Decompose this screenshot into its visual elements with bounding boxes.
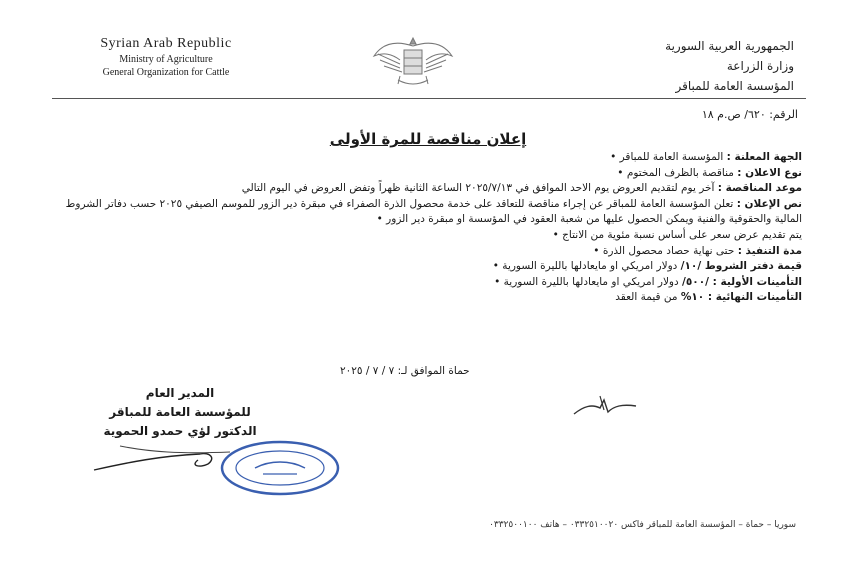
entry bbox=[52, 197, 802, 228]
announcement-body bbox=[52, 150, 802, 306]
entry-text: دولار امريكي او مايعادلها بالليرة السورية • bbox=[492, 260, 678, 273]
entry-label: قيمة دفتر الشروط /١٠/ bbox=[680, 260, 802, 273]
header-english bbox=[46, 36, 286, 78]
entry bbox=[52, 181, 802, 197]
entry-text: المؤسسة العامة للمباقر • bbox=[610, 151, 724, 163]
entry bbox=[52, 166, 802, 182]
entry-text: مناقصة بالظرف المختوم • bbox=[617, 166, 734, 179]
header-divider bbox=[52, 98, 806, 99]
header-en-line: General Organization for Cattle bbox=[102, 67, 230, 78]
entry-label: الجهة المعلنة : bbox=[726, 151, 802, 163]
entry bbox=[52, 150, 802, 166]
initials-signature-icon bbox=[570, 392, 640, 422]
header-en-line: Ministry of Agriculture bbox=[119, 54, 213, 65]
entry-text: آخر يوم لتقديم العروض يوم الاحد الموافق في ٢٠٢٥/٧/١٣ الساعة الثانية ظهراً وتفض العروض في اليوم التالي bbox=[241, 182, 715, 195]
reference-number: الرقم: ٦٢٠/ ص.م ١٨ bbox=[701, 108, 798, 121]
header-ar-line: الجمهورية العربية السورية bbox=[665, 39, 794, 53]
entry-text: تعلن المؤسسة العامة للمباقر عن إجراء مناقصة للتعاقد على خدمة محصول الذرة الصفراء في مبقرة دير الزور للموسم الصيفي ٢٠٢٥ حسب دفاتر الشروط المالية والحقوقية والفنية ويمكن الحصول عليها من شعبة العقود في المؤسسة او مبقرة دير الزور • bbox=[65, 197, 802, 226]
entry-label: نص الإعلان : bbox=[736, 197, 802, 210]
header-en-line: Syrian Arab Republic bbox=[100, 36, 232, 51]
document-title: إعلان مناقصة للمرة الأولى bbox=[329, 130, 527, 148]
entry bbox=[52, 228, 802, 244]
header-ar-line: المؤسسة العامة للمباقر bbox=[675, 79, 794, 93]
header-ar-line: وزارة الزراعة bbox=[726, 59, 794, 73]
entry-label: التأمينات الأولية : /٥٠٠/ bbox=[682, 275, 802, 288]
entry-label: مدة التنفيذ : bbox=[737, 244, 802, 257]
entry-text: من قيمة العقد bbox=[615, 291, 678, 304]
entry-text: يتم تقديم عرض سعر على أساس نسبة مئوية من الانتاج • bbox=[552, 228, 802, 241]
entry-label: موعد المناقصة : bbox=[717, 182, 802, 195]
entry-label: التأمينات النهائية : ١٠% bbox=[680, 291, 802, 304]
entry bbox=[52, 275, 802, 291]
entry-text: حتى نهاية حصاد محصول الذرة • bbox=[593, 244, 735, 257]
official-stamp-icon bbox=[215, 438, 345, 498]
signature-block bbox=[60, 384, 300, 441]
entry bbox=[52, 244, 802, 260]
entry-label: نوع الاعلان : bbox=[737, 166, 802, 179]
entry-text: دولار امريكي او مايعادلها بالليرة السورية • bbox=[494, 275, 679, 288]
signature-line: المدير العام bbox=[145, 386, 215, 400]
signature-line: الدكتور لؤي حمدو الحموية bbox=[103, 424, 257, 438]
header-arabic bbox=[584, 36, 794, 96]
issue-date: حماة الموافق لـ: ٧ / ٧ / ٢٠٢٥ bbox=[340, 365, 470, 377]
entry bbox=[52, 290, 802, 306]
eagle-emblem-icon bbox=[370, 30, 456, 92]
footer-contact: سوريا – حماة – المؤسسة العامة للمباقر فاكس ٠٣٣٢٥١٠٠٢٠ – هاتف ٠٣٣٢٥٠٠١٠٠ bbox=[489, 520, 796, 530]
entry bbox=[52, 259, 802, 275]
signature-line: للمؤسسة العامة للمباقر bbox=[109, 405, 251, 419]
